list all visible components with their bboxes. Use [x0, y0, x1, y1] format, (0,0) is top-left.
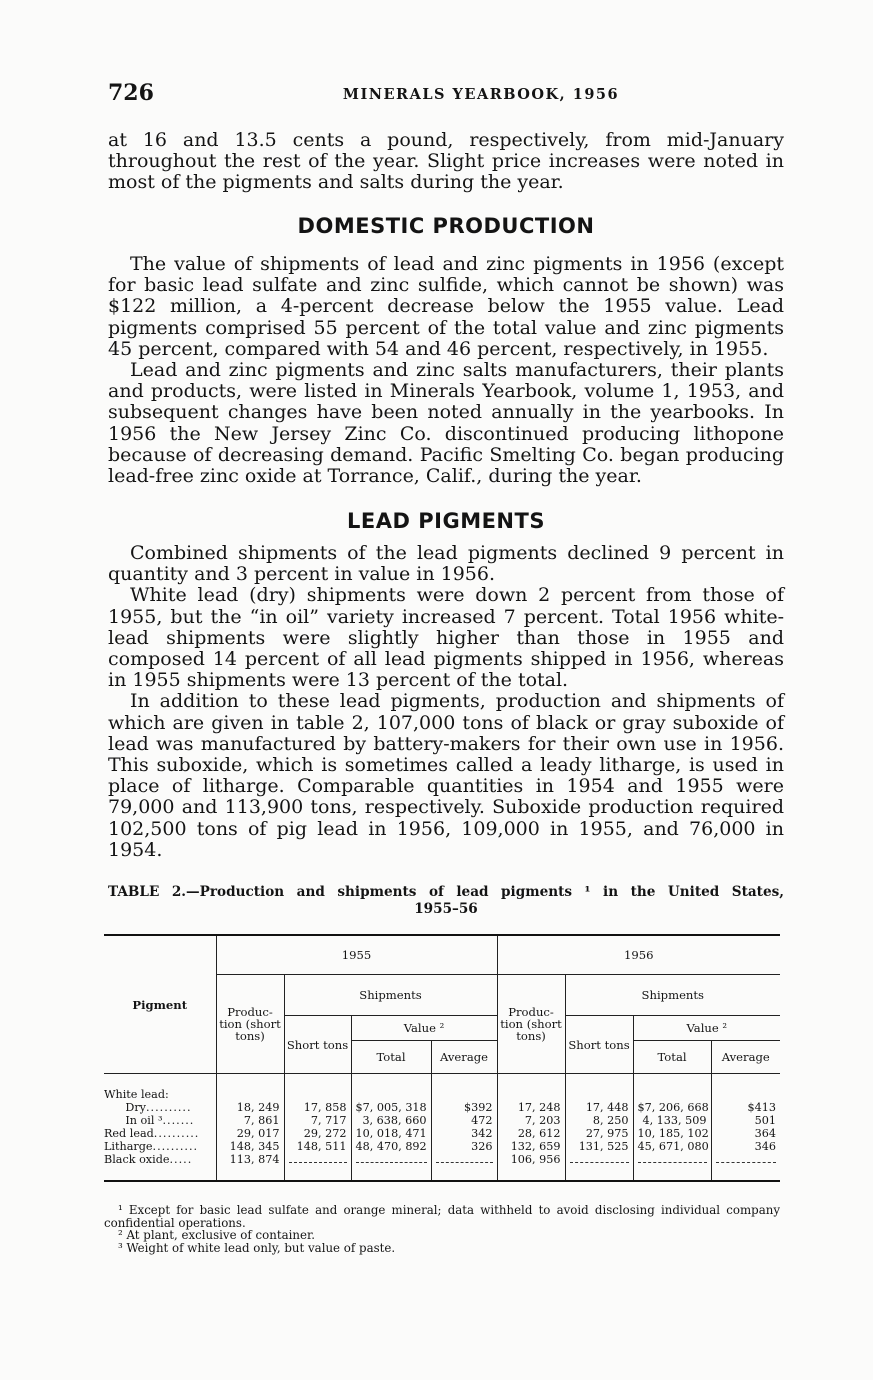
section-heading-lead-pigments: LEAD PIGMENTS	[347, 509, 545, 533]
table-cell-p55: 7, 861	[216, 1114, 284, 1127]
row-leader-dots: .......	[162, 1113, 195, 1127]
table-cell-p56: 106, 956	[497, 1153, 565, 1166]
group-label-white-lead: White lead:	[104, 1087, 169, 1101]
table-cell-a55: 472	[431, 1114, 497, 1127]
table-cell-a55	[431, 1153, 497, 1166]
table-cell-a55: 342	[431, 1127, 497, 1140]
table-cell-t56: 45, 671, 080	[633, 1140, 711, 1153]
table-cell-p55: 29, 017	[216, 1127, 284, 1140]
table-cell-t55: 10, 018, 471	[351, 1127, 431, 1140]
header-short-tons-1956: Short tons	[565, 1016, 633, 1074]
page-number: 726	[108, 80, 154, 106]
table-caption-line-1: TABLE 2.—Production and shipments of lead pigments ¹ in the United States,	[108, 884, 784, 900]
table-cell-a56: 364	[711, 1127, 780, 1140]
header-total-1956: Total	[633, 1041, 711, 1074]
header-production-1956: Produc-tion (short tons)	[497, 975, 565, 1074]
table-cell-a56: 346	[711, 1140, 780, 1153]
footnote-2: ² At plant, exclusive of container.	[118, 1228, 316, 1242]
lead-paragraph-2: White lead (dry) shipments were down 2 percent from those of 1955, but the “in oil” variety increased 7 percent. Total 1956 white-lead shipments were slightly higher than those in 1955 and composed 14 percent of all lead pigments shipped in 1956, whereas in 1955 shipments were 13 percent of the total.	[108, 584, 784, 692]
lead-pigments-body	[108, 543, 784, 861]
row-label-text: Dry	[125, 1100, 146, 1114]
table-row	[104, 1153, 780, 1166]
section-heading-domestic-production: DOMESTIC PRODUCTION	[297, 214, 595, 238]
footnote-3: ³ Weight of white lead only, but value of paste.	[118, 1240, 396, 1255]
empty-cell-dashes	[570, 1155, 629, 1163]
row-label	[104, 1140, 216, 1153]
table-row	[104, 1101, 780, 1114]
table-cell-s55	[284, 1153, 351, 1166]
row-label-text: Litharge	[104, 1139, 153, 1153]
domestic-production-body	[108, 254, 784, 487]
table-body	[104, 1074, 780, 1182]
table-cell-a55: 326	[431, 1140, 497, 1153]
domestic-paragraph-2: Lead and zinc pigments and zinc salts manufacturers, their plants and products, were listed in Minerals Yearbook, volume 1, 1953, and subsequent changes have been noted annually in the yearbooks. In 1956 the New Jersey Zinc Co. discontinued producing lithopone because of decreasing demand. Pacific Smelting Co. began producing lead-free zinc oxide at Torrance, Calif., during the year.	[108, 359, 784, 488]
header-average-1955: Average	[431, 1041, 497, 1074]
table-cell-t56	[633, 1153, 711, 1166]
footnote-1: ¹ Except for basic lead sulfate and orange mineral; data withheld to avoid disclosing individual company confidential operations.	[104, 1203, 780, 1230]
table-cell-p56: 28, 612	[497, 1127, 565, 1140]
table-cell-t55: $7, 005, 318	[351, 1101, 431, 1114]
table-cell-a56: 501	[711, 1114, 780, 1127]
table-cell-p56: 17, 248	[497, 1101, 565, 1114]
header-shipments-1955: Shipments	[284, 975, 497, 1016]
row-label-text: Red lead	[104, 1126, 154, 1140]
table-cell-s56: 17, 448	[565, 1101, 633, 1114]
table-caption-line-2: 1955–56	[414, 901, 478, 917]
table-cell-s55: 7, 717	[284, 1114, 351, 1127]
table-cell-p56: 7, 203	[497, 1114, 565, 1127]
table-cell-s55: 17, 858	[284, 1101, 351, 1114]
table-cell-t56: 4, 133, 509	[633, 1114, 711, 1127]
table-cell-s55: 29, 272	[284, 1127, 351, 1140]
table-spacer-row	[104, 1074, 780, 1089]
table-cell-p55: 113, 874	[216, 1153, 284, 1166]
table-cell-t56: 10, 185, 102	[633, 1127, 711, 1140]
header-pigment: Pigment	[104, 935, 216, 1074]
row-label	[104, 1101, 216, 1114]
intro-paragraph	[108, 130, 784, 194]
domestic-paragraph-1: The value of shipments of lead and zinc pigments in 1956 (except for basic lead sulfate and zinc sulfide, which cannot be shown) was $122 million, a 4-percent decrease below the 1955 value. Lead pigments comprised 55 percent of the total value and zinc pigments 45 percent, compared with 54 and 46 percent, respectively, in 1955.	[108, 253, 784, 360]
table-row	[104, 1127, 780, 1140]
header-production-1955: Produc-tion (short tons)	[216, 975, 284, 1074]
intro-text: at 16 and 13.5 cents a pound, respectively, from mid-January throughout the rest of the year. Slight price increases were noted in most of the pigments and salts during the year.	[108, 129, 784, 194]
header-shipments-1956: Shipments	[565, 975, 780, 1016]
running-head	[108, 80, 784, 110]
header-year-1955: 1955	[216, 935, 497, 975]
row-leader-dots: ..........	[152, 1139, 199, 1153]
header-value-1956: Value ²	[633, 1016, 780, 1041]
lead-paragraph-3: In addition to these lead pigments, production and shipments of which are given in table 2, 107,000 tons of black or gray suboxide of lead was manufactured by battery-makers for their own use in 1956. This suboxide, which is sometimes called a leady litharge, is used in place of litharge. Comparable quantities in 1954 and 1955 were 79,000 and 113,900 tons, respectively. Suboxide production required 102,500 tons of pig lead in 1956, 109,000 in 1955, and 76,000 in 1954.	[108, 690, 784, 861]
empty-cell-dashes	[638, 1155, 707, 1163]
row-label-text: Black oxide	[104, 1152, 170, 1166]
table-cell-a56: $413	[711, 1101, 780, 1114]
empty-cell-dashes	[716, 1155, 777, 1163]
lead-pigments-table	[104, 934, 780, 1182]
row-label-text: In oil ³	[125, 1113, 163, 1127]
row-label	[104, 1114, 216, 1127]
table-cell-s56	[565, 1153, 633, 1166]
header-average-1956: Average	[711, 1041, 780, 1074]
table-cell-p55: 18, 249	[216, 1101, 284, 1114]
empty-cell-dashes	[436, 1155, 493, 1163]
row-label	[104, 1153, 216, 1166]
table-cell-a55: $392	[431, 1101, 497, 1114]
header-value-1955: Value ²	[351, 1016, 497, 1041]
header-total-1955: Total	[351, 1041, 431, 1074]
table-bottom-spacer	[104, 1166, 780, 1181]
header-short-tons-1955: Short tons	[284, 1016, 351, 1074]
table-cell-p56: 132, 659	[497, 1140, 565, 1153]
table-cell-p55: 148, 345	[216, 1140, 284, 1153]
table-row	[104, 1114, 780, 1127]
table-cell-t55: 3, 638, 660	[351, 1114, 431, 1127]
table-cell-a56	[711, 1153, 780, 1166]
table-caption	[108, 884, 784, 918]
row-label	[104, 1127, 216, 1140]
header-year-1956: 1956	[497, 935, 780, 975]
table-cell-s55: 148, 511	[284, 1140, 351, 1153]
row-leader-dots: ..........	[145, 1100, 192, 1114]
table-group-row	[104, 1088, 780, 1101]
table-cell-t56: $7, 206, 668	[633, 1101, 711, 1114]
row-leader-dots: ..........	[153, 1126, 200, 1140]
running-title: MINERALS YEARBOOK, 1956	[342, 86, 620, 103]
table-row	[104, 1140, 780, 1153]
empty-cell-dashes	[289, 1155, 347, 1163]
empty-cell-dashes	[356, 1155, 427, 1163]
table-cell-s56: 8, 250	[565, 1114, 633, 1127]
lead-paragraph-1: Combined shipments of the lead pigments declined 9 percent in quantity and 3 percent in value in 1956.	[108, 542, 784, 586]
row-leader-dots: .....	[169, 1152, 193, 1166]
table-2	[104, 934, 780, 1182]
table-cell-s56: 131, 525	[565, 1140, 633, 1153]
table-cell-s56: 27, 975	[565, 1127, 633, 1140]
footnotes	[104, 1204, 780, 1254]
table-cell-t55	[351, 1153, 431, 1166]
table-cell-t55: 48, 470, 892	[351, 1140, 431, 1153]
